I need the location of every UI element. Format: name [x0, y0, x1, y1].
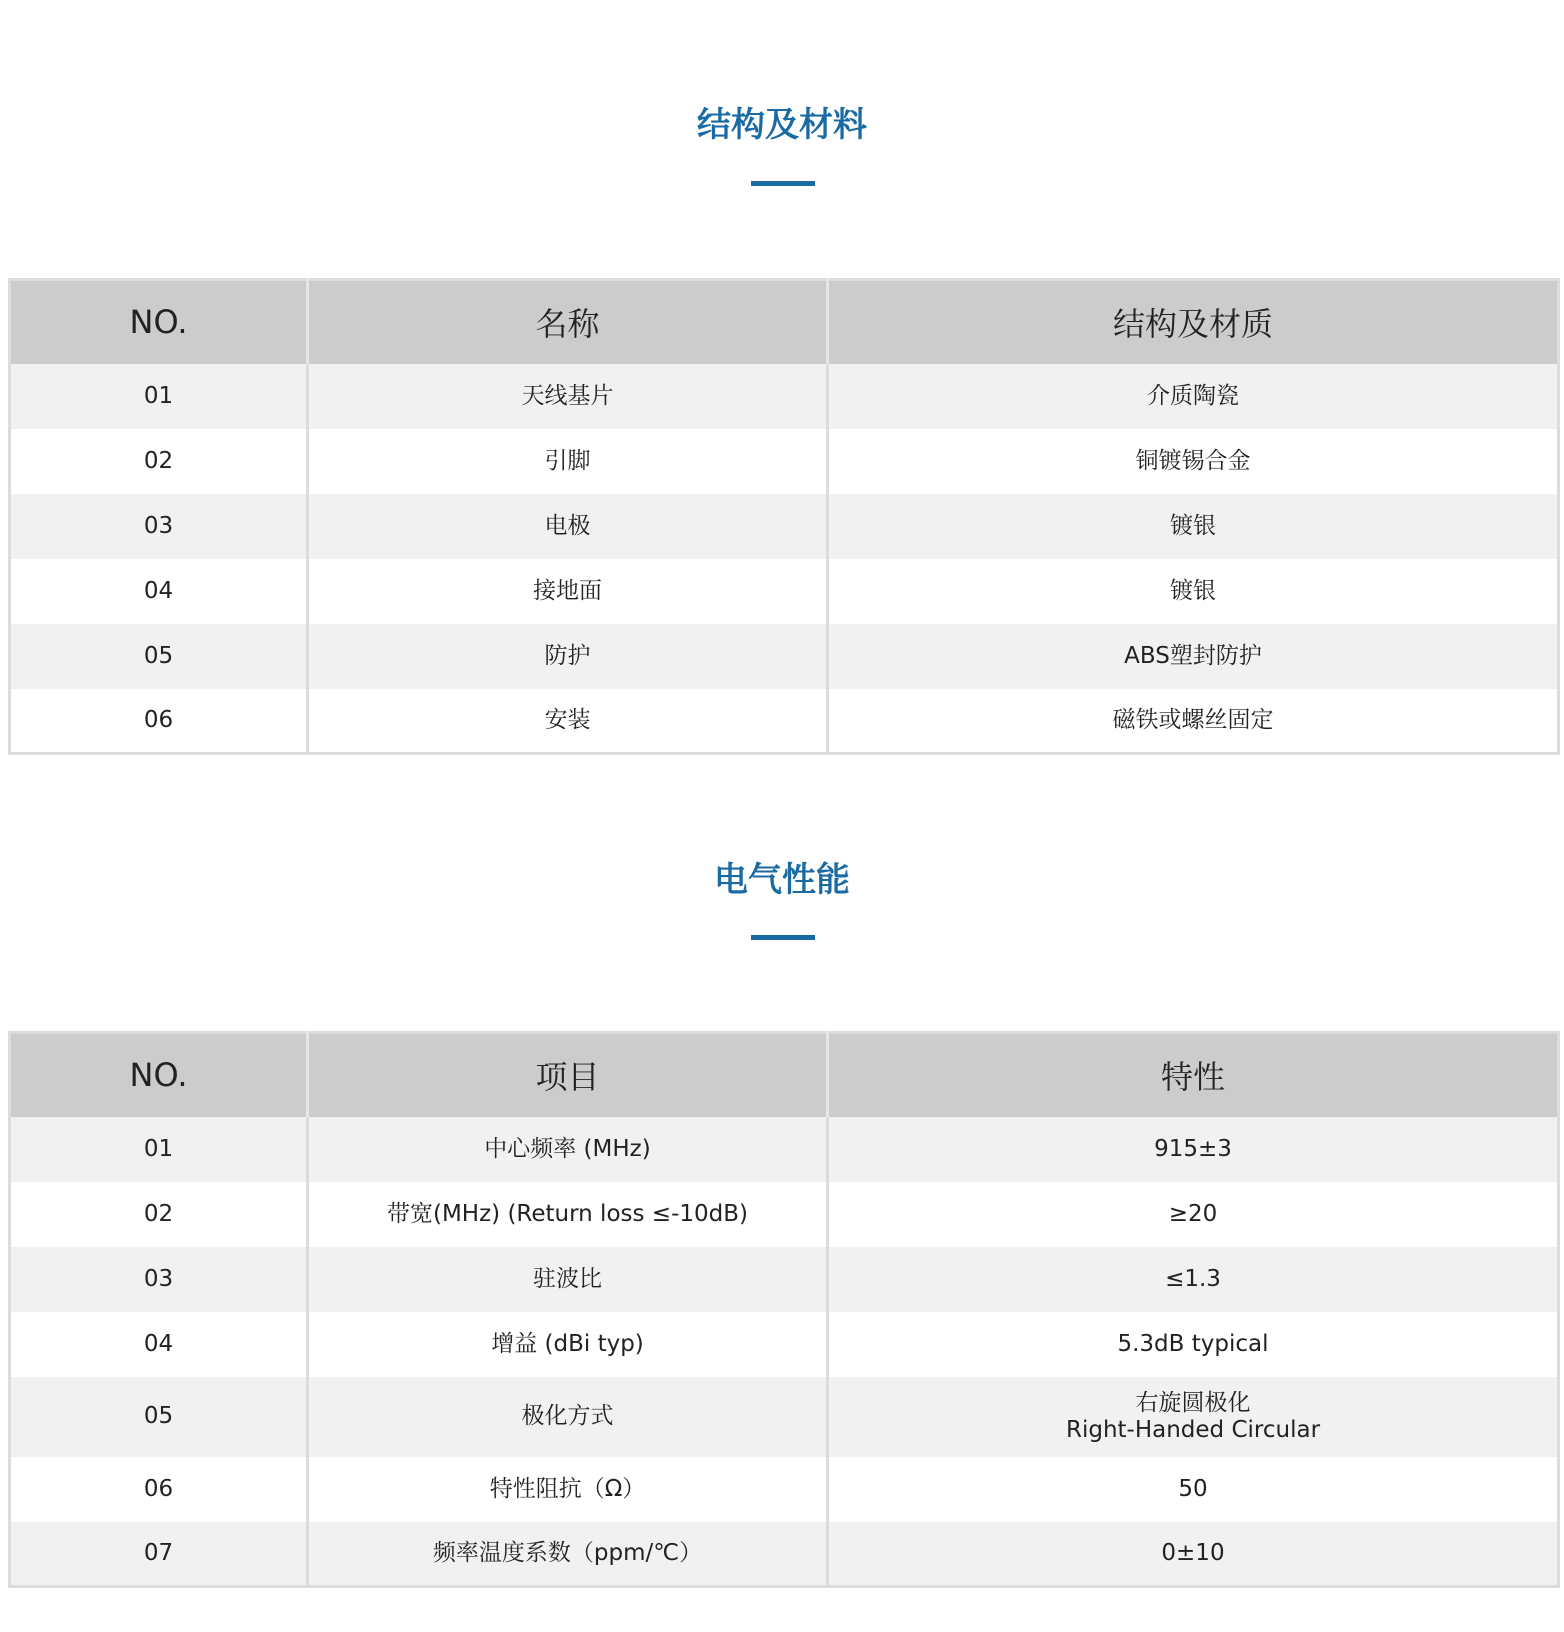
section-title-electrical: 电气性能 — [714, 860, 850, 900]
table-row — [10, 494, 1559, 559]
cell-name: 防护 — [308, 624, 828, 689]
cell-no: 04 — [10, 559, 308, 624]
cell-no: 03 — [10, 1247, 308, 1312]
cell-material: 磁铁或螺丝固定 — [828, 689, 1559, 754]
cell-no: 07 — [10, 1522, 308, 1587]
cell-item: 中心频率 (MHz) — [308, 1117, 828, 1182]
cell-no: 03 — [10, 494, 308, 559]
cell-item: 带宽(MHz) (Return loss ≤-10dB) — [308, 1182, 828, 1247]
table-row — [10, 1117, 1559, 1182]
cell-name: 安装 — [308, 689, 828, 754]
header-item: 项目 — [308, 1033, 828, 1117]
cell-value-line-cn: 右旋圆极化 — [1135, 1389, 1251, 1416]
table-row — [10, 364, 1559, 429]
header-characteristic: 特性 — [828, 1033, 1559, 1117]
cell-material: 镀银 — [828, 559, 1559, 624]
table-row — [10, 429, 1559, 494]
header-name: 名称 — [308, 280, 828, 364]
table-row — [10, 1522, 1559, 1587]
cell-item: 驻波比 — [308, 1247, 828, 1312]
table-row — [10, 624, 1559, 689]
table-row — [10, 1182, 1559, 1247]
title-underline — [751, 935, 815, 940]
cell-value-line-en: Right-Handed Circular — [1065, 1416, 1321, 1443]
section-title-structure: 结构及材料 — [697, 105, 867, 145]
cell-no: 05 — [10, 1377, 308, 1457]
cell-material: 镀银 — [828, 494, 1559, 559]
table-row — [10, 1247, 1559, 1312]
cell-material: ABS塑封防护 — [828, 624, 1559, 689]
cell-value: ≥20 — [828, 1182, 1559, 1247]
structure-materials-table — [8, 278, 1560, 755]
cell-item: 特性阻抗（Ω） — [308, 1457, 828, 1522]
cell-value — [828, 1377, 1559, 1457]
cell-no: 02 — [10, 429, 308, 494]
table-header-row — [10, 1033, 1559, 1117]
cell-item: 极化方式 — [308, 1377, 828, 1457]
table-row — [10, 559, 1559, 624]
cell-no: 06 — [10, 1457, 308, 1522]
table-row — [10, 1312, 1559, 1377]
cell-value: 5.3dB typical — [828, 1312, 1559, 1377]
cell-no: 04 — [10, 1312, 308, 1377]
cell-name: 电极 — [308, 494, 828, 559]
cell-value: ≤1.3 — [828, 1247, 1559, 1312]
cell-name: 引脚 — [308, 429, 828, 494]
table-row — [10, 1457, 1559, 1522]
cell-item: 频率温度系数（ppm/℃） — [308, 1522, 828, 1587]
cell-no: 02 — [10, 1182, 308, 1247]
cell-value: 50 — [828, 1457, 1559, 1522]
title-underline — [751, 181, 815, 186]
table-row — [10, 1377, 1559, 1457]
cell-no: 06 — [10, 689, 308, 754]
cell-no: 01 — [10, 364, 308, 429]
table-row — [10, 689, 1559, 754]
cell-item: 增益 (dBi typ) — [308, 1312, 828, 1377]
cell-no: 05 — [10, 624, 308, 689]
header-no: NO. — [10, 280, 308, 364]
cell-material: 介质陶瓷 — [828, 364, 1559, 429]
cell-value: 0±10 — [828, 1522, 1559, 1587]
cell-name: 接地面 — [308, 559, 828, 624]
cell-no: 01 — [10, 1117, 308, 1182]
header-no: NO. — [10, 1033, 308, 1117]
header-material: 结构及材质 — [828, 280, 1559, 364]
cell-name: 天线基片 — [308, 364, 828, 429]
cell-material: 铜镀锡合金 — [828, 429, 1559, 494]
cell-value: 915±3 — [828, 1117, 1559, 1182]
table-header-row — [10, 280, 1559, 364]
electrical-performance-table — [8, 1031, 1560, 1588]
